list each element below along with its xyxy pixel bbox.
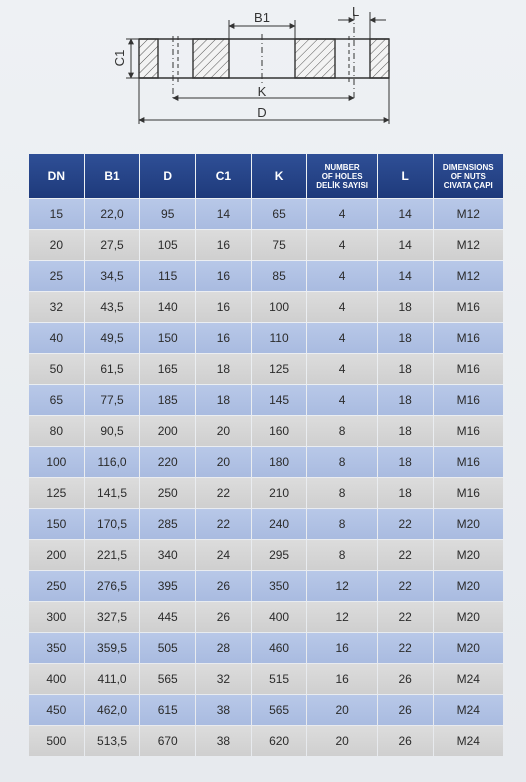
flange-drawing [0,0,526,140]
table-cell: 180 [252,447,307,477]
flange-section-right-outer [370,39,389,78]
header-dimensions-of-nuts: DIMENSIONS OF NUTS CIVATA ÇAPI [434,154,503,198]
table-body [29,199,503,756]
table-cell: 565 [252,695,307,725]
table-row [29,416,503,446]
table-cell: 505 [140,633,195,663]
table-cell: 18 [378,416,433,446]
table-row [29,230,503,260]
header-number-of-holes: NUMBER OF HOLES DELİK SAYISI [307,154,376,198]
table-row [29,323,503,353]
table-cell: 65 [29,385,84,415]
table-cell: 26 [378,664,433,694]
table-cell: 14 [196,199,251,229]
table-cell: 8 [307,478,376,508]
table-cell: 18 [196,385,251,415]
table-cell: 16 [196,292,251,322]
table-cell: 110 [252,323,307,353]
table-cell: 145 [252,385,307,415]
table-row [29,385,503,415]
table-cell: 22 [378,571,433,601]
table-cell: 75 [252,230,307,260]
table-cell: 615 [140,695,195,725]
table-header-row [29,154,503,198]
table-cell: 620 [252,726,307,756]
table-cell: 513,5 [85,726,140,756]
table-cell: 22 [378,540,433,570]
table-cell: 28 [196,633,251,663]
flange-section-left-outer [139,39,158,78]
table-cell: 445 [140,602,195,632]
table-cell: 18 [378,385,433,415]
table-cell: 38 [196,726,251,756]
table-cell: 26 [196,571,251,601]
table-cell: 38 [196,695,251,725]
table-cell: 34,5 [85,261,140,291]
table-cell: 327,5 [85,602,140,632]
table-cell: 61,5 [85,354,140,384]
table-cell: 22,0 [85,199,140,229]
flange-section-left-inner [193,39,229,78]
table-cell: 100 [252,292,307,322]
table-row [29,633,503,663]
table-cell: 200 [140,416,195,446]
table-cell: 4 [307,261,376,291]
table-cell: 100 [29,447,84,477]
table-row [29,447,503,477]
table-cell: 400 [29,664,84,694]
table-cell: 22 [196,509,251,539]
header-k: K [252,154,307,198]
table-cell: 12 [307,571,376,601]
table-cell: 25 [29,261,84,291]
table-cell: 395 [140,571,195,601]
table-cell: 16 [307,633,376,663]
table-cell: 14 [378,261,433,291]
table-cell: 125 [252,354,307,384]
table-cell: 15 [29,199,84,229]
table-cell: 8 [307,447,376,477]
table-cell: 22 [196,478,251,508]
table-cell: 285 [140,509,195,539]
table-cell: M16 [434,478,503,508]
table-cell: M16 [434,292,503,322]
table-cell: 400 [252,602,307,632]
table-row [29,292,503,322]
table-cell: M16 [434,354,503,384]
table-cell: M20 [434,571,503,601]
dim-label-l: L [352,4,360,19]
table-cell: 22 [378,602,433,632]
table-cell: 18 [378,292,433,322]
table-row [29,695,503,725]
table-cell: M12 [434,261,503,291]
table-cell: 26 [196,602,251,632]
table-row [29,726,503,756]
table-cell: 65 [252,199,307,229]
table-cell: 16 [196,323,251,353]
table-cell: 43,5 [85,292,140,322]
table-cell: 8 [307,540,376,570]
table-cell: 115 [140,261,195,291]
table-cell: M24 [434,726,503,756]
table-cell: 16 [307,664,376,694]
table-cell: 221,5 [85,540,140,570]
table-cell: 210 [252,478,307,508]
table-cell: M12 [434,230,503,260]
table-row [29,571,503,601]
table-cell: 18 [378,478,433,508]
table-cell: 4 [307,199,376,229]
table-cell: 116,0 [85,447,140,477]
table-cell: 32 [29,292,84,322]
table-cell: 4 [307,354,376,384]
table-cell: 565 [140,664,195,694]
table-row [29,261,503,291]
table-cell: 20 [196,447,251,477]
table-cell: 16 [196,230,251,260]
table-cell: 462,0 [85,695,140,725]
table-cell: 77,5 [85,385,140,415]
table-cell: 26 [378,726,433,756]
table-cell: 8 [307,509,376,539]
header-b1: B1 [85,154,140,198]
table-cell: 170,5 [85,509,140,539]
table-row [29,540,503,570]
dim-label-d: D [257,105,267,120]
table-cell: M20 [434,633,503,663]
table-cell: 160 [252,416,307,446]
dim-label-c1: C1 [112,49,127,67]
table-cell: 250 [29,571,84,601]
table-cell: 140 [140,292,195,322]
table-row [29,354,503,384]
table-cell: M24 [434,664,503,694]
table-cell: M16 [434,385,503,415]
table-cell: 670 [140,726,195,756]
dim-label-k: K [257,84,267,99]
table-cell: 26 [378,695,433,725]
flange-section-right-inner [295,39,335,78]
table-cell: 500 [29,726,84,756]
table-row [29,664,503,694]
flange-dimensions-table [28,153,504,757]
table-cell: 450 [29,695,84,725]
table-cell: 27,5 [85,230,140,260]
table-cell: M20 [434,509,503,539]
table-cell: 4 [307,230,376,260]
table-cell: 350 [29,633,84,663]
table-cell: 22 [378,633,433,663]
table-cell: 20 [307,695,376,725]
table-cell: 359,5 [85,633,140,663]
table-cell: 20 [29,230,84,260]
dim-label-b1: B1 [254,10,270,25]
header-c1: C1 [196,154,251,198]
table-cell: 295 [252,540,307,570]
header-d: D [140,154,195,198]
table-cell: 18 [378,447,433,477]
table-cell: 411,0 [85,664,140,694]
table-cell: 200 [29,540,84,570]
table-cell: 24 [196,540,251,570]
table-cell: 18 [378,323,433,353]
table-cell: 105 [140,230,195,260]
table-cell: 240 [252,509,307,539]
header-dn: DN [29,154,84,198]
table-cell: 276,5 [85,571,140,601]
table-cell: 85 [252,261,307,291]
table-cell: 50 [29,354,84,384]
table-cell: 250 [140,478,195,508]
table-cell: M24 [434,695,503,725]
table-cell: M16 [434,447,503,477]
table-cell: 8 [307,416,376,446]
table-cell: 40 [29,323,84,353]
table-cell: 340 [140,540,195,570]
table-cell: 18 [196,354,251,384]
table-cell: 49,5 [85,323,140,353]
table-row [29,602,503,632]
table-cell: 350 [252,571,307,601]
table-cell: 18 [378,354,433,384]
table-cell: M16 [434,416,503,446]
table-cell: 22 [378,509,433,539]
table-row [29,509,503,539]
table-cell: 14 [378,230,433,260]
table-cell: 12 [307,602,376,632]
table-cell: 185 [140,385,195,415]
table-cell: 4 [307,323,376,353]
table-cell: 150 [29,509,84,539]
table-cell: 141,5 [85,478,140,508]
table-cell: 95 [140,199,195,229]
table-cell: 4 [307,385,376,415]
table-cell: 80 [29,416,84,446]
table-cell: M20 [434,540,503,570]
header-l: L [378,154,433,198]
table-row [29,478,503,508]
table-cell: 32 [196,664,251,694]
table-cell: 515 [252,664,307,694]
table-cell: 90,5 [85,416,140,446]
table-cell: M20 [434,602,503,632]
table-cell: M12 [434,199,503,229]
table-cell: 20 [196,416,251,446]
table-cell: 4 [307,292,376,322]
table-cell: 460 [252,633,307,663]
table-cell: 300 [29,602,84,632]
table-cell: M16 [434,323,503,353]
table-row [29,199,503,229]
table-cell: 14 [378,199,433,229]
table-cell: 150 [140,323,195,353]
table-cell: 220 [140,447,195,477]
table-cell: 165 [140,354,195,384]
table-cell: 125 [29,478,84,508]
table-cell: 20 [307,726,376,756]
table-cell: 16 [196,261,251,291]
